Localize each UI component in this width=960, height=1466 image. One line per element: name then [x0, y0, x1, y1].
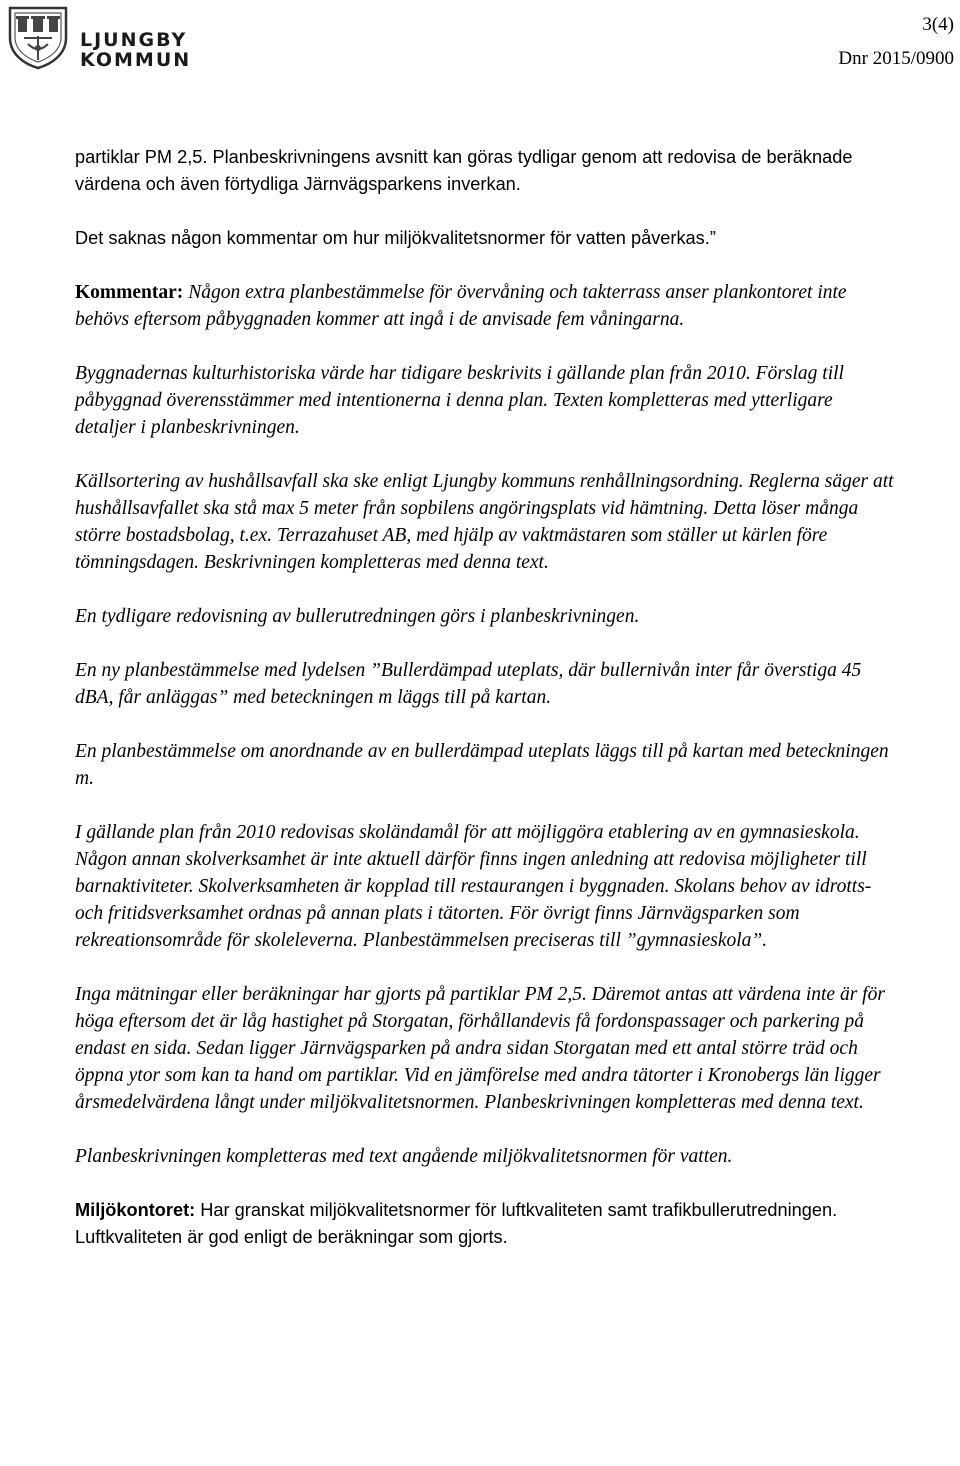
paragraph-pm25-intro: partiklar PM 2,5. Planbeskrivningens avsnitt kan göras tydligar genom att redovisa de beräknade värdena och även förtydliga Järnvägsparkens inverkan. [75, 147, 853, 194]
paragraph-kommentar [75, 279, 895, 333]
page-number: 3(4) [922, 14, 954, 35]
paragraph-water-text: Planbeskrivningen kompletteras med text angående miljökvalitetsnormen för vatten. [75, 1146, 733, 1167]
kommentar-label: Kommentar: [75, 282, 184, 303]
paragraph-miljokontoret [75, 1197, 895, 1251]
paragraph-quiet-patio: En planbestämmelse om anordnande av en bullerdämpad uteplats läggs till på kartan med beteckningen m. [75, 741, 889, 789]
miljokontoret-text: Har granskat miljökvalitetsnormer för luftkvaliteten samt trafikbullerutredningen. Luftkvaliteten är god enligt de beräkningar som gjorts. [75, 1200, 838, 1247]
kommentar-text: Någon extra planbestämmelse för övervåning och takterrass anser plankontoret inte behövs eftersom påbyggnaden kommer att ingå i de anvisade fem våningarna. [75, 282, 847, 330]
paragraph-new-regulation: En ny planbestämmelse med lydelsen ”Bullerdämpad uteplats, där bullernivån inter får överstiga 45 dBA, får anläggas” med beteckningen m läggs till på kartan. [75, 660, 862, 708]
paragraph-particle-measurements: Inga mätningar eller beräkningar har gjorts på partiklar PM 2,5. Däremot antas att värdena inte är för höga eftersom det är låg hastighet på Storgatan, förhållandevis få fordonspassager och parkering på endast en sida. Sedan ligger Järnvägsparken på andra sidan Storgatan med ett antal större träd och öppna ytor som kan ta hand om partiklar. Vid en jämförelse med andra tätorter i Kronobergs län ligger årsmedelvärdena långt under miljökvalitetsnormen. Planbeskrivningen kompletteras med denna text. [75, 984, 885, 1113]
paragraph-school-use: I gällande plan från 2010 redovisas skoländamål för att möjliggöra etablering av en gymnasieskola. Någon annan skolverksamhet är inte aktuell därför finns ingen anledning att redovisa möjligheter till barnaktiviteter. Skolverksamheten är kopplad till restaurangen i byggnaden. Skolans behov av idrotts- och fritidsverksamhet ordnas på annan plats i tätorten. För övrigt finns Järnvägsparken som rekreationsområde för skoleleverna. Planbestämmelsen preciseras till ”gymnasieskola”. [75, 822, 872, 951]
paragraph-waste-sorting: Källsortering av hushållsavfall ska ske enligt Ljungby kommuns renhållningsordning. Reglerna säger att hushållsavfallet ska stå max 5 meter från sopbilens angöringsplats vid hämtning. Detta löser många större bostadsbolag, t.ex. Terrazahuset AB, med hjälp av vaktmästaren som ställer ut kärlen före tömningsdagen. Beskrivningen kompletteras med denna text. [75, 471, 894, 573]
coat-of-arms-icon [4, 4, 74, 70]
ljungby-kommun-logo [4, 4, 194, 70]
document-number: Dnr 2015/0900 [838, 48, 954, 69]
logo-line-ljungby: LJUNGBY [80, 29, 188, 51]
paragraph-cultural-value: Byggnadernas kulturhistoriska värde har tidigare beskrivits i gällande plan från 2010. Förslag till påbyggnad överensstämmer med intentionerna i denna plan. Texten kompletteras med ytterligare detaljer i planbeskrivningen. [75, 363, 844, 438]
miljokontoret-label: Miljökontoret: [75, 1200, 196, 1220]
paragraph-water-norms: Det saknas någon kommentar om hur miljökvalitetsnormer för vatten påverkas.” [75, 228, 716, 248]
page-header [0, 0, 960, 80]
document-body [75, 144, 895, 1278]
logo-line-kommun: KOMMUN [80, 49, 192, 71]
logo-wordmark [80, 30, 191, 70]
paragraph-noise-report: En tydligare redovisning av bullerutredningen görs i planbeskrivningen. [75, 606, 640, 627]
